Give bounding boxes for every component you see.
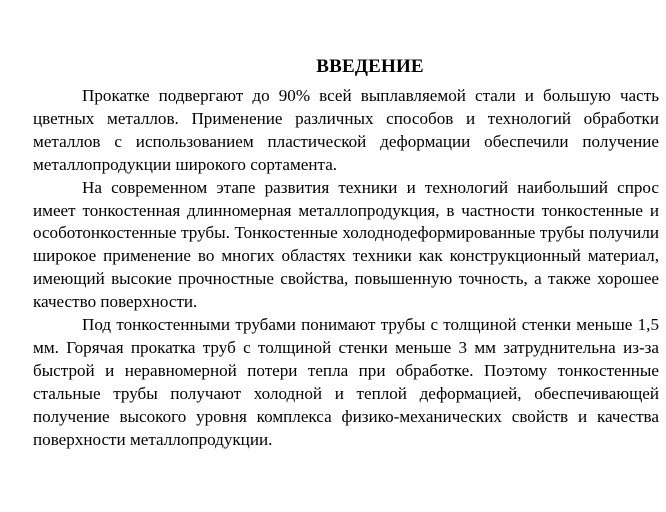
document-page <box>33 55 659 452</box>
document-title: ВВЕДЕНИЕ <box>316 56 424 77</box>
paragraph-3: Под тонкостенными трубами понимают трубы с толщиной стенки меньше 1,5 мм. Горячая прокатка труб с толщиной стенки меньше 3 мм затруднительна из-за быстрой и неравномерной потери тепла при обработке. Поэтому тонкостенные стальные трубы получают холодной и теплой деформацией, обеспечивающей получение высокого уровня комплекса физико-механических свойств и качества поверхности металлопродукции. <box>33 315 659 449</box>
paragraph-1: Прокатке подвергают до 90% всей выплавляемой стали и большую часть цветных металлов. Применение различных способов и технологий обработки металлов с использованием пластической деформации обеспечили получение металлопродукции широкого сортамента. <box>33 86 659 174</box>
paragraph-2: На современном этапе развития техники и технологий наибольший спрос имеет тонкостенная длинномерная металлопродукция, в частности тонкостенные и особотонкостенные трубы. Тонкостенные холоднодеформированные трубы получили широкое применение во многих областях техники как конструкционный материал, имеющий высокие прочностные свойства, повышенную точность, а также хорошее качество поверхности. <box>33 177 659 312</box>
